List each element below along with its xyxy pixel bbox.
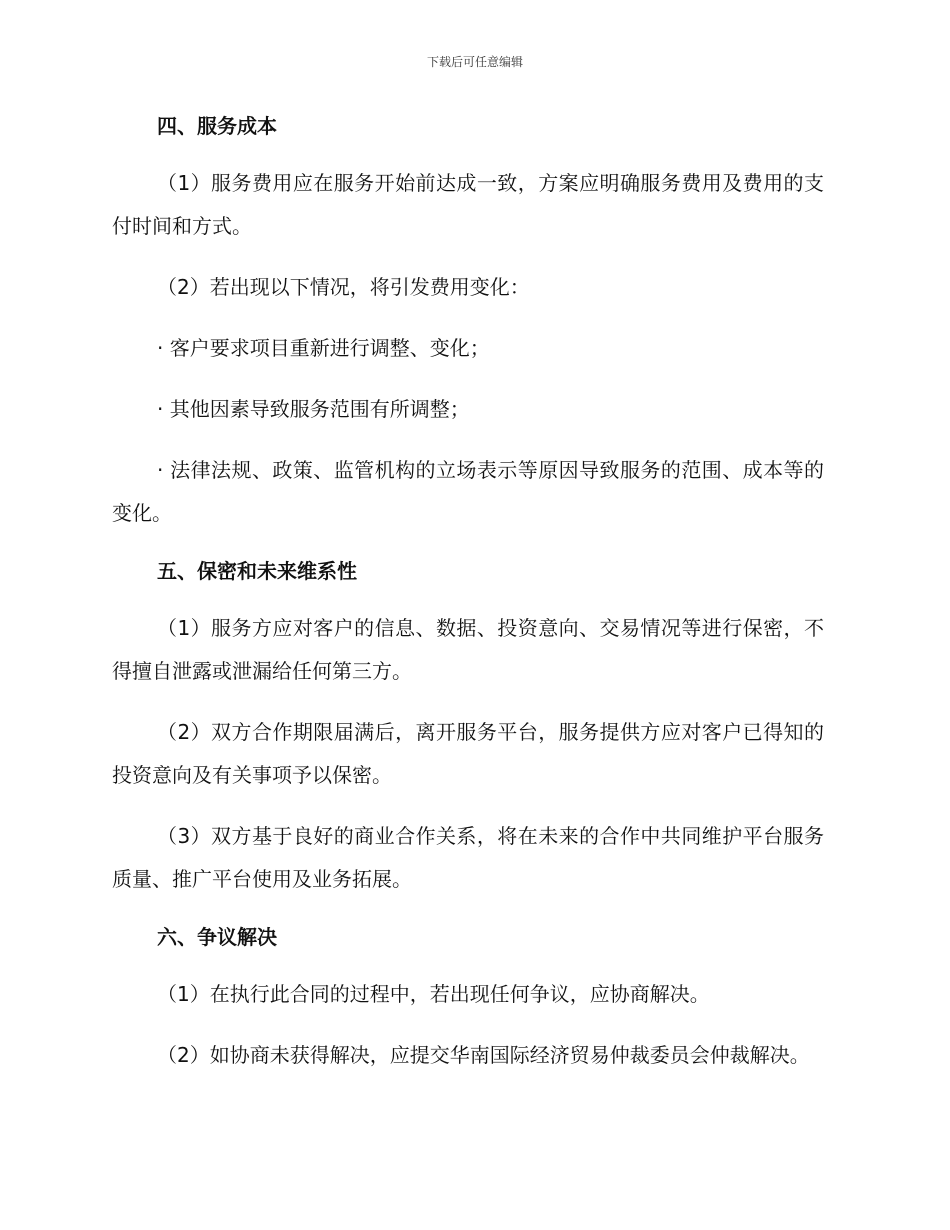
- bullet-item: · 其他因素导致服务范围有所调整；: [157, 397, 470, 421]
- paragraph: （3）双方基于良好的商业合作关系，将在未来的合作中共同维护平台服务质量、推广平台使用及业务拓展。: [112, 824, 824, 891]
- section-service-cost: [112, 108, 824, 535]
- section-confidentiality: [112, 553, 824, 901]
- paragraph: （1）在执行此合同的过程中，若出现任何争议，应协商解决。: [157, 982, 710, 1006]
- paragraph: （2）双方合作期限届满后，离开服务平台，服务提供方应对客户已得知的投资意向及有关事项予以保密。: [112, 720, 824, 787]
- section-heading: 六、争议解决: [157, 925, 277, 949]
- bullet-item: · 客户要求项目重新进行调整、变化；: [157, 336, 490, 360]
- paragraph: （1）服务方应对客户的信息、数据、投资意向、交易情况等进行保密，不得擅自泄露或泄漏给任何第三方。: [112, 616, 824, 683]
- paragraph: （2）如协商未获得解决，应提交华南国际经济贸易仲裁委员会仲裁解决。: [157, 1043, 810, 1067]
- paragraph: （2）若出现以下情况，将引发费用变化：: [157, 275, 530, 299]
- section-dispute-resolution: [112, 919, 824, 1077]
- section-heading: 四、服务成本: [157, 114, 277, 138]
- section-heading: 五、保密和未来维系性: [157, 559, 357, 583]
- bullet-item: · 法律法规、政策、监管机构的立场表示等原因导致服务的范围、成本等的变化。: [112, 458, 824, 525]
- page-header: 下载后可任意编辑: [426, 55, 523, 69]
- paragraph: （1）服务费用应在服务开始前达成一致，方案应明确服务费用及费用的支付时间和方式。: [112, 171, 824, 238]
- document-body: [112, 108, 824, 1095]
